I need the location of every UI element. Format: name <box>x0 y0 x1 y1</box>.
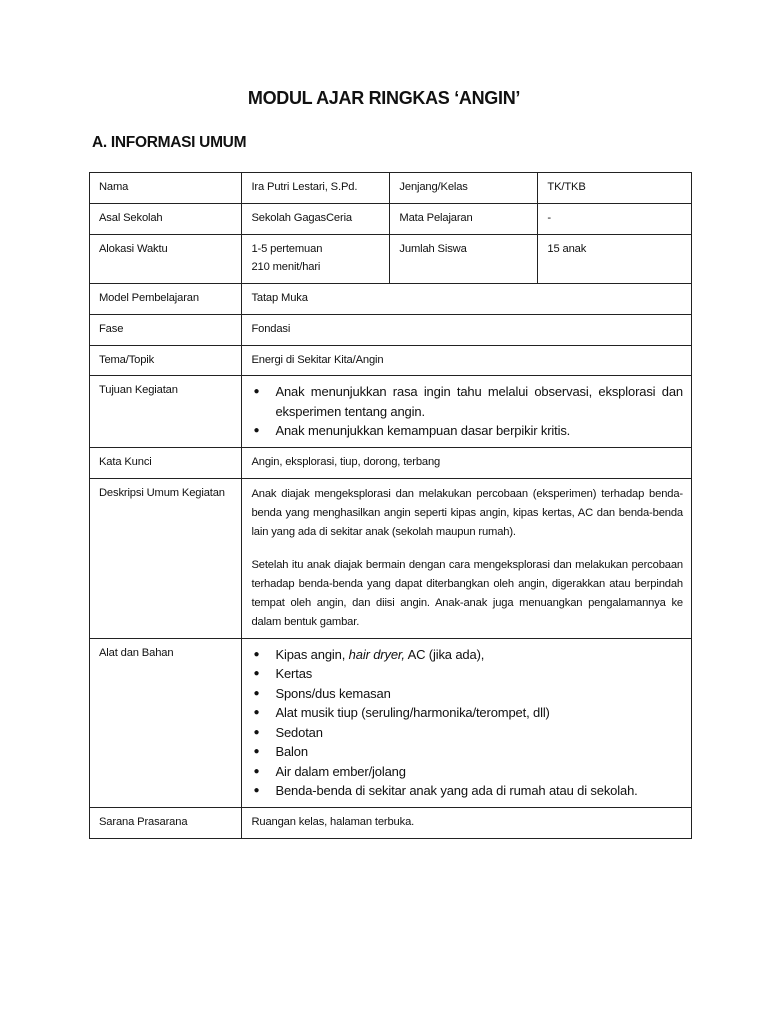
value-fase: Fondasi <box>242 314 692 345</box>
list-item: ● Sedotan <box>251 723 683 743</box>
item-text: AC (jika ada), <box>404 646 485 662</box>
list-item: ● Spons/dus kemasan <box>251 684 683 704</box>
label-deskripsi: Deskripsi Umum Kegiatan <box>90 478 242 638</box>
value-jenjang-kelas: TK/TKB <box>538 173 692 204</box>
label-kata-kunci: Kata Kunci <box>90 447 242 478</box>
value-asal-sekolah: Sekolah GagasCeria <box>242 203 390 234</box>
label-fase: Fase <box>90 314 242 345</box>
label-tujuan-kegiatan: Tujuan Kegiatan <box>90 376 242 448</box>
item-text: Kipas angin, <box>275 646 349 662</box>
value-mata-pelajaran: - <box>538 203 692 234</box>
table-row-tema-topik <box>90 345 692 376</box>
value-sarana-prasarana: Ruangan kelas, halaman terbuka. <box>242 807 692 838</box>
table-row-nama <box>90 173 692 204</box>
value-alat-bahan <box>242 638 692 807</box>
value-deskripsi <box>242 478 692 638</box>
label-sarana-prasarana: Sarana Prasarana <box>90 807 242 838</box>
table-row-sarana-prasarana <box>90 807 692 838</box>
value-tujuan-kegiatan <box>242 376 692 448</box>
label-tema-topik: Tema/Topik <box>90 345 242 376</box>
label-jumlah-siswa: Jumlah Siswa <box>390 234 538 283</box>
item-text-italic: hair dryer, <box>348 646 405 662</box>
alat-bahan-list <box>251 645 683 801</box>
table-row-alat-bahan <box>90 638 692 807</box>
label-alat-bahan: Alat dan Bahan <box>90 638 242 807</box>
label-jenjang-kelas: Jenjang/Kelas <box>390 173 538 204</box>
value-kata-kunci: Angin, eksplorasi, tiup, dorong, terbang <box>242 447 692 478</box>
list-item: ● Balon <box>251 742 683 762</box>
label-asal-sekolah: Asal Sekolah <box>90 203 242 234</box>
value-alokasi-menit: 210 menit/hari <box>251 260 321 273</box>
section-heading-informasi-umum: A. INFORMASI UMUM <box>92 134 247 151</box>
list-item: ● Alat musik tiup (seruling/harmonika/terompet, dll) <box>251 703 683 723</box>
list-item: ● Air dalam ember/jolang <box>251 762 683 782</box>
table-row-fase <box>90 314 692 345</box>
table-row-model-pembelajaran <box>90 283 692 314</box>
list-item <box>251 645 683 665</box>
deskripsi-paragraph-2: Setelah itu anak diajak bermain dengan cara mengeksplorasi dan melakukan percobaan terhadap benda-benda yang dapat diterbangkan oleh angin, digerakkan atau berpindah tempat oleh angin, dan diisi angin. Anak-anak juga menuangkan pengalamannya ke dalam bentuk gambar. <box>251 558 683 628</box>
table-row-kata-kunci <box>90 447 692 478</box>
table-row-alokasi-waktu <box>90 234 692 283</box>
list-item: ● Kertas <box>251 664 683 684</box>
value-nama: Ira Putri Lestari, S.Pd. <box>242 173 390 204</box>
label-model-pembelajaran: Model Pembelajaran <box>90 283 242 314</box>
document-title: MODUL AJAR RINGKAS ‘ANGIN’ <box>247 88 521 108</box>
table-row-asal-sekolah <box>90 203 692 234</box>
value-jumlah-siswa: 15 anak <box>538 234 692 283</box>
list-item: ● Benda-benda di sekitar anak yang ada di rumah atau di sekolah. <box>251 781 683 801</box>
info-table <box>89 172 692 839</box>
value-tema-topik: Energi di Sekitar Kita/Angin <box>242 345 692 376</box>
table-row-tujuan-kegiatan <box>90 376 692 448</box>
list-item: ● Anak menunjukkan rasa ingin tahu melalui observasi, eksplorasi dan eksperimen tentang angin. <box>251 382 683 421</box>
label-alokasi-waktu: Alokasi Waktu <box>90 234 242 283</box>
deskripsi-paragraph-1: Anak diajak mengeksplorasi dan melakukan percobaan (eksperimen) terhadap benda-benda yang menghasilkan angin seperti kipas angin, kipas kertas, AC dan benda-benda lain yang ada di sekitar anak (sekolah maupun rumah). <box>251 487 683 538</box>
list-item: ● Anak menunjukkan kemampuan dasar berpikir kritis. <box>251 421 683 441</box>
value-alokasi-waktu <box>242 234 390 283</box>
label-nama: Nama <box>90 173 242 204</box>
value-model-pembelajaran: Tatap Muka <box>242 283 692 314</box>
label-mata-pelajaran: Mata Pelajaran <box>390 203 538 234</box>
value-alokasi-pertemuan: 1-5 pertemuan <box>251 242 323 255</box>
tujuan-list <box>251 382 683 441</box>
table-row-deskripsi <box>90 478 692 638</box>
